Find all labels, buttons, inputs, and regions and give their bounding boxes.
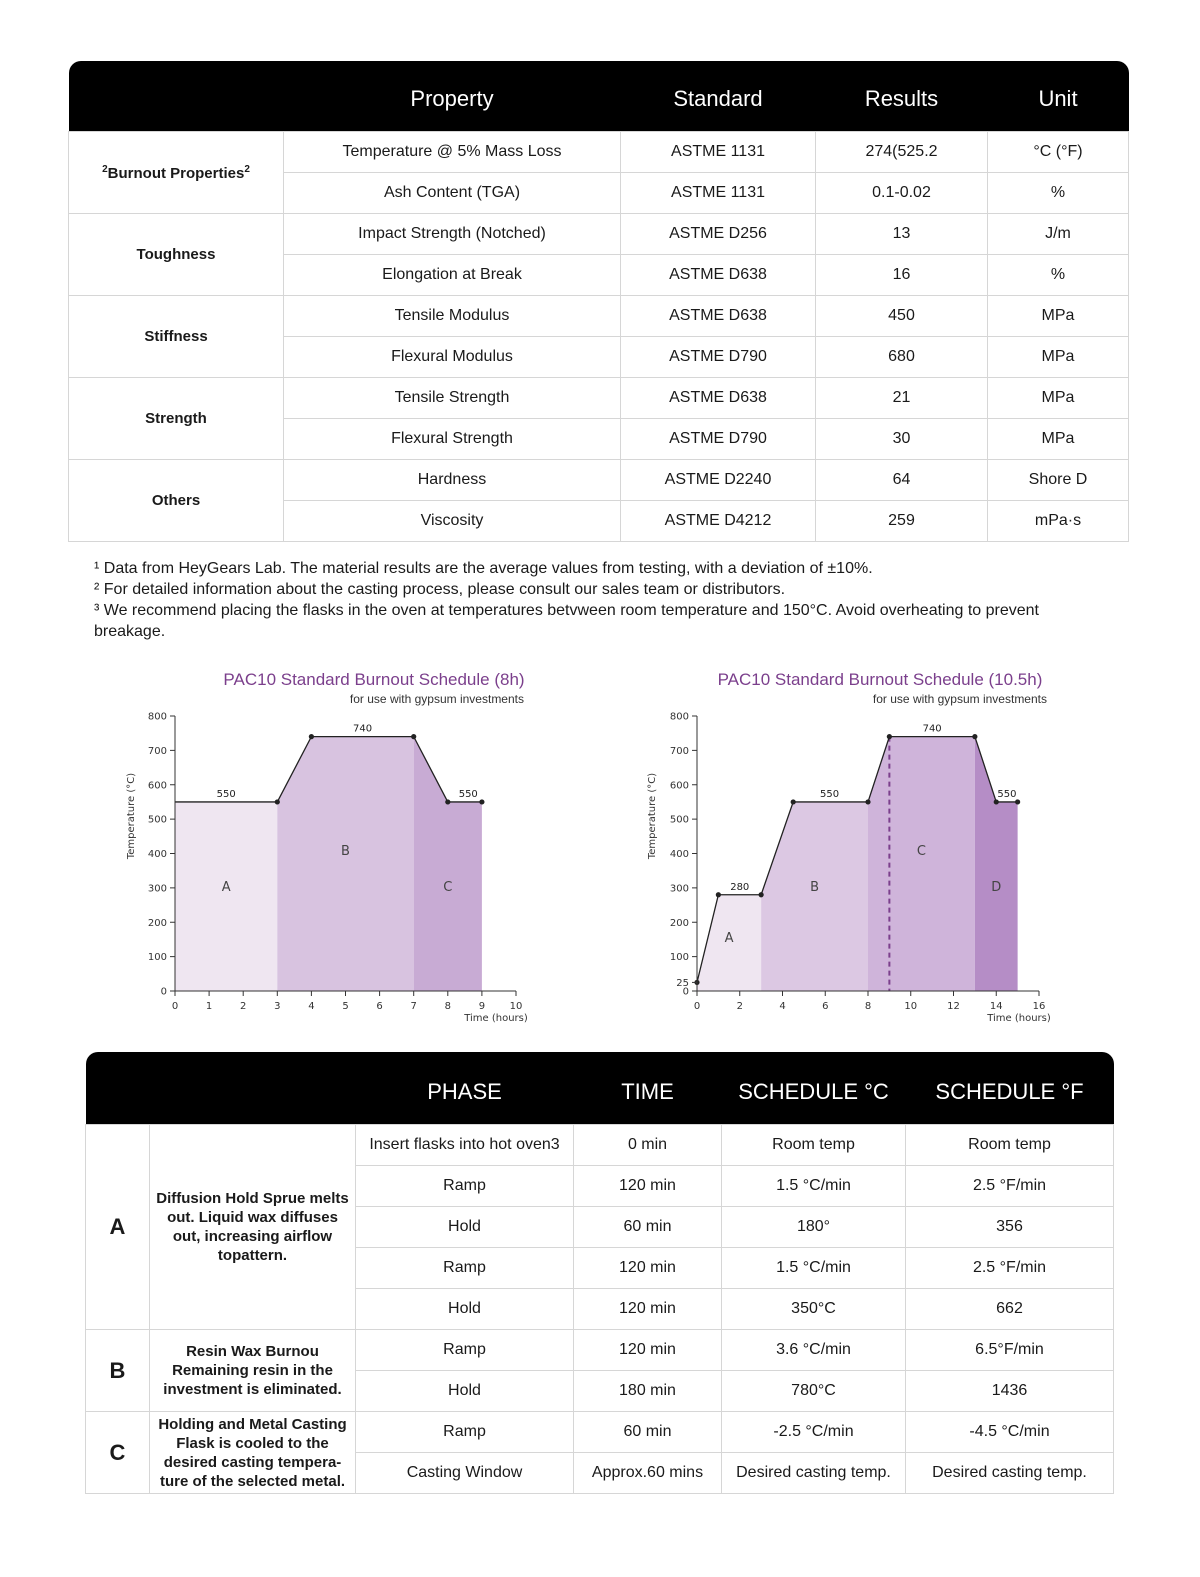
y-tick-label: 600 (669, 780, 689, 792)
phase-cell: Hold (356, 1371, 574, 1412)
x-tick-label: 3 (274, 1001, 281, 1012)
region-label: A (724, 931, 734, 947)
x-tick-label: 10 (509, 1001, 523, 1012)
property-cell: Flexural Modulus (284, 337, 621, 378)
schedule-c-cell: 1.5 °C/min (722, 1248, 906, 1289)
phase-cell: Ramp (356, 1412, 574, 1453)
data-point (994, 799, 999, 804)
region-b (761, 802, 868, 991)
time-cell: 120 min (574, 1289, 722, 1330)
data-point (445, 799, 450, 804)
data-point (309, 734, 314, 739)
unit-cell: MPa (988, 337, 1129, 378)
x-tick-label: 14 (989, 1001, 1003, 1012)
y-tick-label: 500 (669, 814, 689, 826)
category-strength: Strength (69, 378, 284, 460)
x-tick-label: 5 (342, 1001, 349, 1012)
header-schedule-c: SCHEDULE °C (722, 1052, 906, 1125)
schedule-c-cell: Desired casting temp. (722, 1453, 906, 1494)
region-c (868, 737, 975, 991)
schedule-f-cell: 1436 (906, 1371, 1114, 1412)
x-tick-label: 4 (779, 1001, 786, 1012)
standard-cell: ASTME D790 (621, 419, 816, 460)
x-tick-label: 7 (410, 1001, 417, 1012)
header-results: Results (816, 61, 988, 132)
time-cell: 60 min (574, 1207, 722, 1248)
schedule-f-cell: Room temp (906, 1125, 1114, 1166)
table-row (69, 460, 1129, 501)
x-tick-label: 10 (904, 1001, 918, 1012)
results-cell: 16 (816, 255, 988, 296)
schedule-c-cell: Room temp (722, 1125, 906, 1166)
time-cell: 0 min (574, 1125, 722, 1166)
data-point (972, 734, 977, 739)
region-label: C (916, 844, 926, 860)
table-row (86, 1330, 1114, 1371)
property-cell: Tensile Modulus (284, 296, 621, 337)
y-tick-label: 700 (147, 745, 167, 757)
results-cell: 680 (816, 337, 988, 378)
x-tick-label: 2 (736, 1001, 743, 1012)
schedule-f-cell: 356 (906, 1207, 1114, 1248)
time-cell: 120 min (574, 1330, 722, 1371)
region-a (175, 802, 277, 991)
standard-cell: ASTME D4212 (621, 501, 816, 542)
phase-cell: Ramp (356, 1330, 574, 1371)
x-tick-label: 8 (444, 1001, 451, 1012)
x-tick-label: 1 (205, 1001, 213, 1012)
standard-cell: ASTME 1131 (621, 132, 816, 173)
header-schedule-f: SCHEDULE °F (906, 1052, 1114, 1125)
y-tick-label: 400 (147, 849, 167, 860)
data-point (411, 734, 416, 739)
category-burnout: $^2$Burnout Properties$^2$ (69, 132, 284, 214)
table-row (86, 1412, 1114, 1453)
data-point (716, 892, 721, 897)
schedule-f-cell: 2.5 °F/min (906, 1248, 1114, 1289)
unit-cell: J/m (988, 214, 1129, 255)
category-toughness: Toughness (69, 214, 284, 296)
group-letter: B (86, 1330, 150, 1412)
unit-cell: mPa·s (988, 501, 1129, 542)
y-tick-label: 100 (669, 952, 689, 964)
header-blank (86, 1052, 150, 1125)
data-point (865, 799, 870, 804)
schedule-c-cell: 1.5 °C/min (722, 1166, 906, 1207)
table-row (69, 132, 1129, 173)
schedule-c-cell: 350°C (722, 1289, 906, 1330)
unit-cell: MPa (988, 419, 1129, 460)
data-point (887, 734, 892, 739)
footnote-2: ² For detailed information about the casting process, please consult our sales team or distributors. (94, 581, 786, 598)
category-others: Others (69, 460, 284, 542)
header-blank (150, 1052, 356, 1125)
phase-cell: Casting Window (356, 1453, 574, 1494)
schedule-c-cell: 780°C (722, 1371, 906, 1412)
y-tick-label: 700 (669, 745, 689, 757)
unit-cell: MPa (988, 296, 1129, 337)
chart-subtitle: for use with gypsum investments (349, 692, 524, 706)
region-b (277, 737, 413, 991)
category-label: Burnout Properties (107, 164, 245, 182)
unit-cell: % (988, 255, 1129, 296)
group-letter: C (86, 1412, 150, 1494)
time-cell: 120 min (574, 1166, 722, 1207)
data-label: 550 (819, 788, 840, 800)
property-cell: Temperature @ 5% Mass Loss (284, 132, 621, 173)
phase-cell: Ramp (356, 1166, 574, 1207)
schedule-f-cell: 6.5°F/min (906, 1330, 1114, 1371)
time-cell: Approx.60 mins (574, 1453, 722, 1494)
y-tick-label: 400 (669, 849, 689, 860)
x-tick-label: 4 (308, 1001, 315, 1012)
results-cell: 30 (816, 419, 988, 460)
y-tick-label: 300 (147, 883, 167, 895)
footnote-3: ³ We recommend placing the flasks in the oven at temperatures betvween room temperature and 150°C. Avoid overheating to prevent breakage. (94, 602, 1039, 640)
property-cell: Viscosity (284, 501, 621, 542)
standard-cell: ASTME D638 (621, 296, 816, 337)
x-tick-label: 9 (478, 1001, 486, 1012)
footnotes (94, 558, 1094, 642)
y-tick-label: 200 (669, 917, 689, 929)
schedule-table (85, 1052, 1114, 1494)
y-axis-label: Temperature (°C) (647, 772, 658, 860)
y-tick-label: 800 (669, 711, 689, 723)
results-cell: 0.1-0.02 (816, 173, 988, 214)
table-row (86, 1125, 1114, 1166)
property-cell: Impact Strength (Notched) (284, 214, 621, 255)
y-tick-label: 200 (147, 917, 167, 929)
time-cell: 120 min (574, 1248, 722, 1289)
time-cell: 60 min (574, 1412, 722, 1453)
region-label: A (221, 880, 231, 896)
x-axis-label: Time (hours) (987, 1013, 1051, 1024)
standard-cell: ASTME D2240 (621, 460, 816, 501)
burnout-chart-8h (84, 660, 574, 1045)
results-cell: 274(525.2 (816, 132, 988, 173)
region-label: D (991, 880, 1002, 896)
unit-cell: % (988, 173, 1129, 214)
schedule-c-cell: -2.5 °C/min (722, 1412, 906, 1453)
chart-title: PAC10 Standard Burnout Schedule (10.5h) (717, 670, 1043, 689)
standard-cell: ASTME D638 (621, 378, 816, 419)
standard-cell: ASTME D638 (621, 255, 816, 296)
schedule-c-cell: 180° (722, 1207, 906, 1248)
schedule-f-cell: Desired casting temp. (906, 1453, 1114, 1494)
y-axis-label: Temperature (°C) (126, 772, 137, 860)
data-point (791, 799, 796, 804)
x-tick-label: 8 (864, 1001, 872, 1012)
data-point (759, 892, 764, 897)
x-tick-label: 6 (822, 1001, 829, 1012)
data-label: 280 (730, 881, 750, 893)
standard-cell: ASTME 1131 (621, 173, 816, 214)
unit-cell: °C (°F) (988, 132, 1129, 173)
y-tick-label: 25 (676, 977, 689, 989)
unit-cell: Shore D (988, 460, 1129, 501)
group-description: Diffusion Hold Sprue melts out. Liquid wax diffuses out, increasing airflow topattern. (150, 1125, 356, 1330)
schedule-header-row (86, 1052, 1114, 1125)
x-tick-label: 0 (693, 1001, 701, 1012)
results-cell: 450 (816, 296, 988, 337)
footnote-1: ¹ Data from HeyGears Lab. The material results are the average values from testing, with a deviation of ±10%. (94, 560, 873, 577)
table-row (69, 296, 1129, 337)
table-row (69, 378, 1129, 419)
unit-cell: MPa (988, 378, 1129, 419)
data-label: 550 (458, 788, 478, 800)
schedule-c-cell: 3.6 °C/min (722, 1330, 906, 1371)
region-label: B (810, 880, 820, 896)
standard-cell: ASTME D256 (621, 214, 816, 255)
property-cell: Hardness (284, 460, 621, 501)
y-tick-label: 600 (147, 780, 167, 792)
property-cell: Elongation at Break (284, 255, 621, 296)
header-property: Property (284, 61, 621, 132)
data-label: 740 (353, 723, 373, 735)
results-cell: 259 (816, 501, 988, 542)
header-unit: Unit (988, 61, 1129, 132)
schedule-f-cell: -4.5 °C/min (906, 1412, 1114, 1453)
y-tick-label: 300 (669, 883, 689, 895)
phase-cell: Hold (356, 1289, 574, 1330)
results-cell: 64 (816, 460, 988, 501)
property-cell: Tensile Strength (284, 378, 621, 419)
x-tick-label: 6 (376, 1001, 383, 1012)
data-label: 550 (997, 788, 1017, 800)
time-cell: 180 min (574, 1371, 722, 1412)
header-phase: PHASE (356, 1052, 574, 1125)
region-c (414, 737, 482, 991)
header-time: TIME (574, 1052, 722, 1125)
phase-cell: Hold (356, 1207, 574, 1248)
header-standard: Standard (621, 61, 816, 132)
region-label: B (341, 844, 350, 860)
properties-table (68, 61, 1129, 542)
group-description: Resin Wax Burnou Remaining resin in the investment is eliminated. (150, 1330, 356, 1412)
results-cell: 13 (816, 214, 988, 255)
y-tick-label: 0 (682, 986, 689, 998)
region-label: C (443, 880, 453, 896)
x-tick-label: 16 (1032, 1001, 1046, 1012)
properties-header-row (69, 61, 1129, 132)
group-letter: A (86, 1125, 150, 1330)
property-cell: Flexural Strength (284, 419, 621, 460)
header-blank (69, 61, 284, 132)
y-tick-label: 0 (160, 986, 167, 998)
phase-cell: Insert flasks into hot oven3 (356, 1125, 574, 1166)
x-tick-label: 0 (171, 1001, 179, 1012)
y-tick-label: 500 (147, 814, 167, 826)
x-tick-label: 2 (240, 1001, 247, 1012)
data-point (275, 799, 280, 804)
phase-cell: Ramp (356, 1248, 574, 1289)
data-label: 740 (922, 723, 942, 735)
data-point (1015, 799, 1020, 804)
property-cell: Ash Content (TGA) (284, 173, 621, 214)
standard-cell: ASTME D790 (621, 337, 816, 378)
data-label: 550 (216, 788, 236, 800)
schedule-f-cell: 662 (906, 1289, 1114, 1330)
x-axis-label: Time (hours) (464, 1013, 528, 1024)
group-description: Holding and Metal Casting Flask is cooled to the desired casting tempera- ture of the selected metal. (150, 1412, 356, 1494)
data-point (479, 799, 484, 804)
x-tick-label: 12 (947, 1001, 960, 1012)
chart-subtitle: for use with gypsum investments (872, 692, 1047, 706)
table-row (69, 214, 1129, 255)
region-d (975, 737, 1018, 991)
chart-title: PAC10 Standard Burnout Schedule (8h) (223, 670, 525, 689)
burnout-chart-10-5h (605, 660, 1075, 1045)
schedule-f-cell: 2.5 °F/min (906, 1166, 1114, 1207)
category-stiffness: Stiffness (69, 296, 284, 378)
y-tick-label: 100 (147, 952, 167, 964)
y-tick-label: 800 (147, 711, 167, 723)
results-cell: 21 (816, 378, 988, 419)
